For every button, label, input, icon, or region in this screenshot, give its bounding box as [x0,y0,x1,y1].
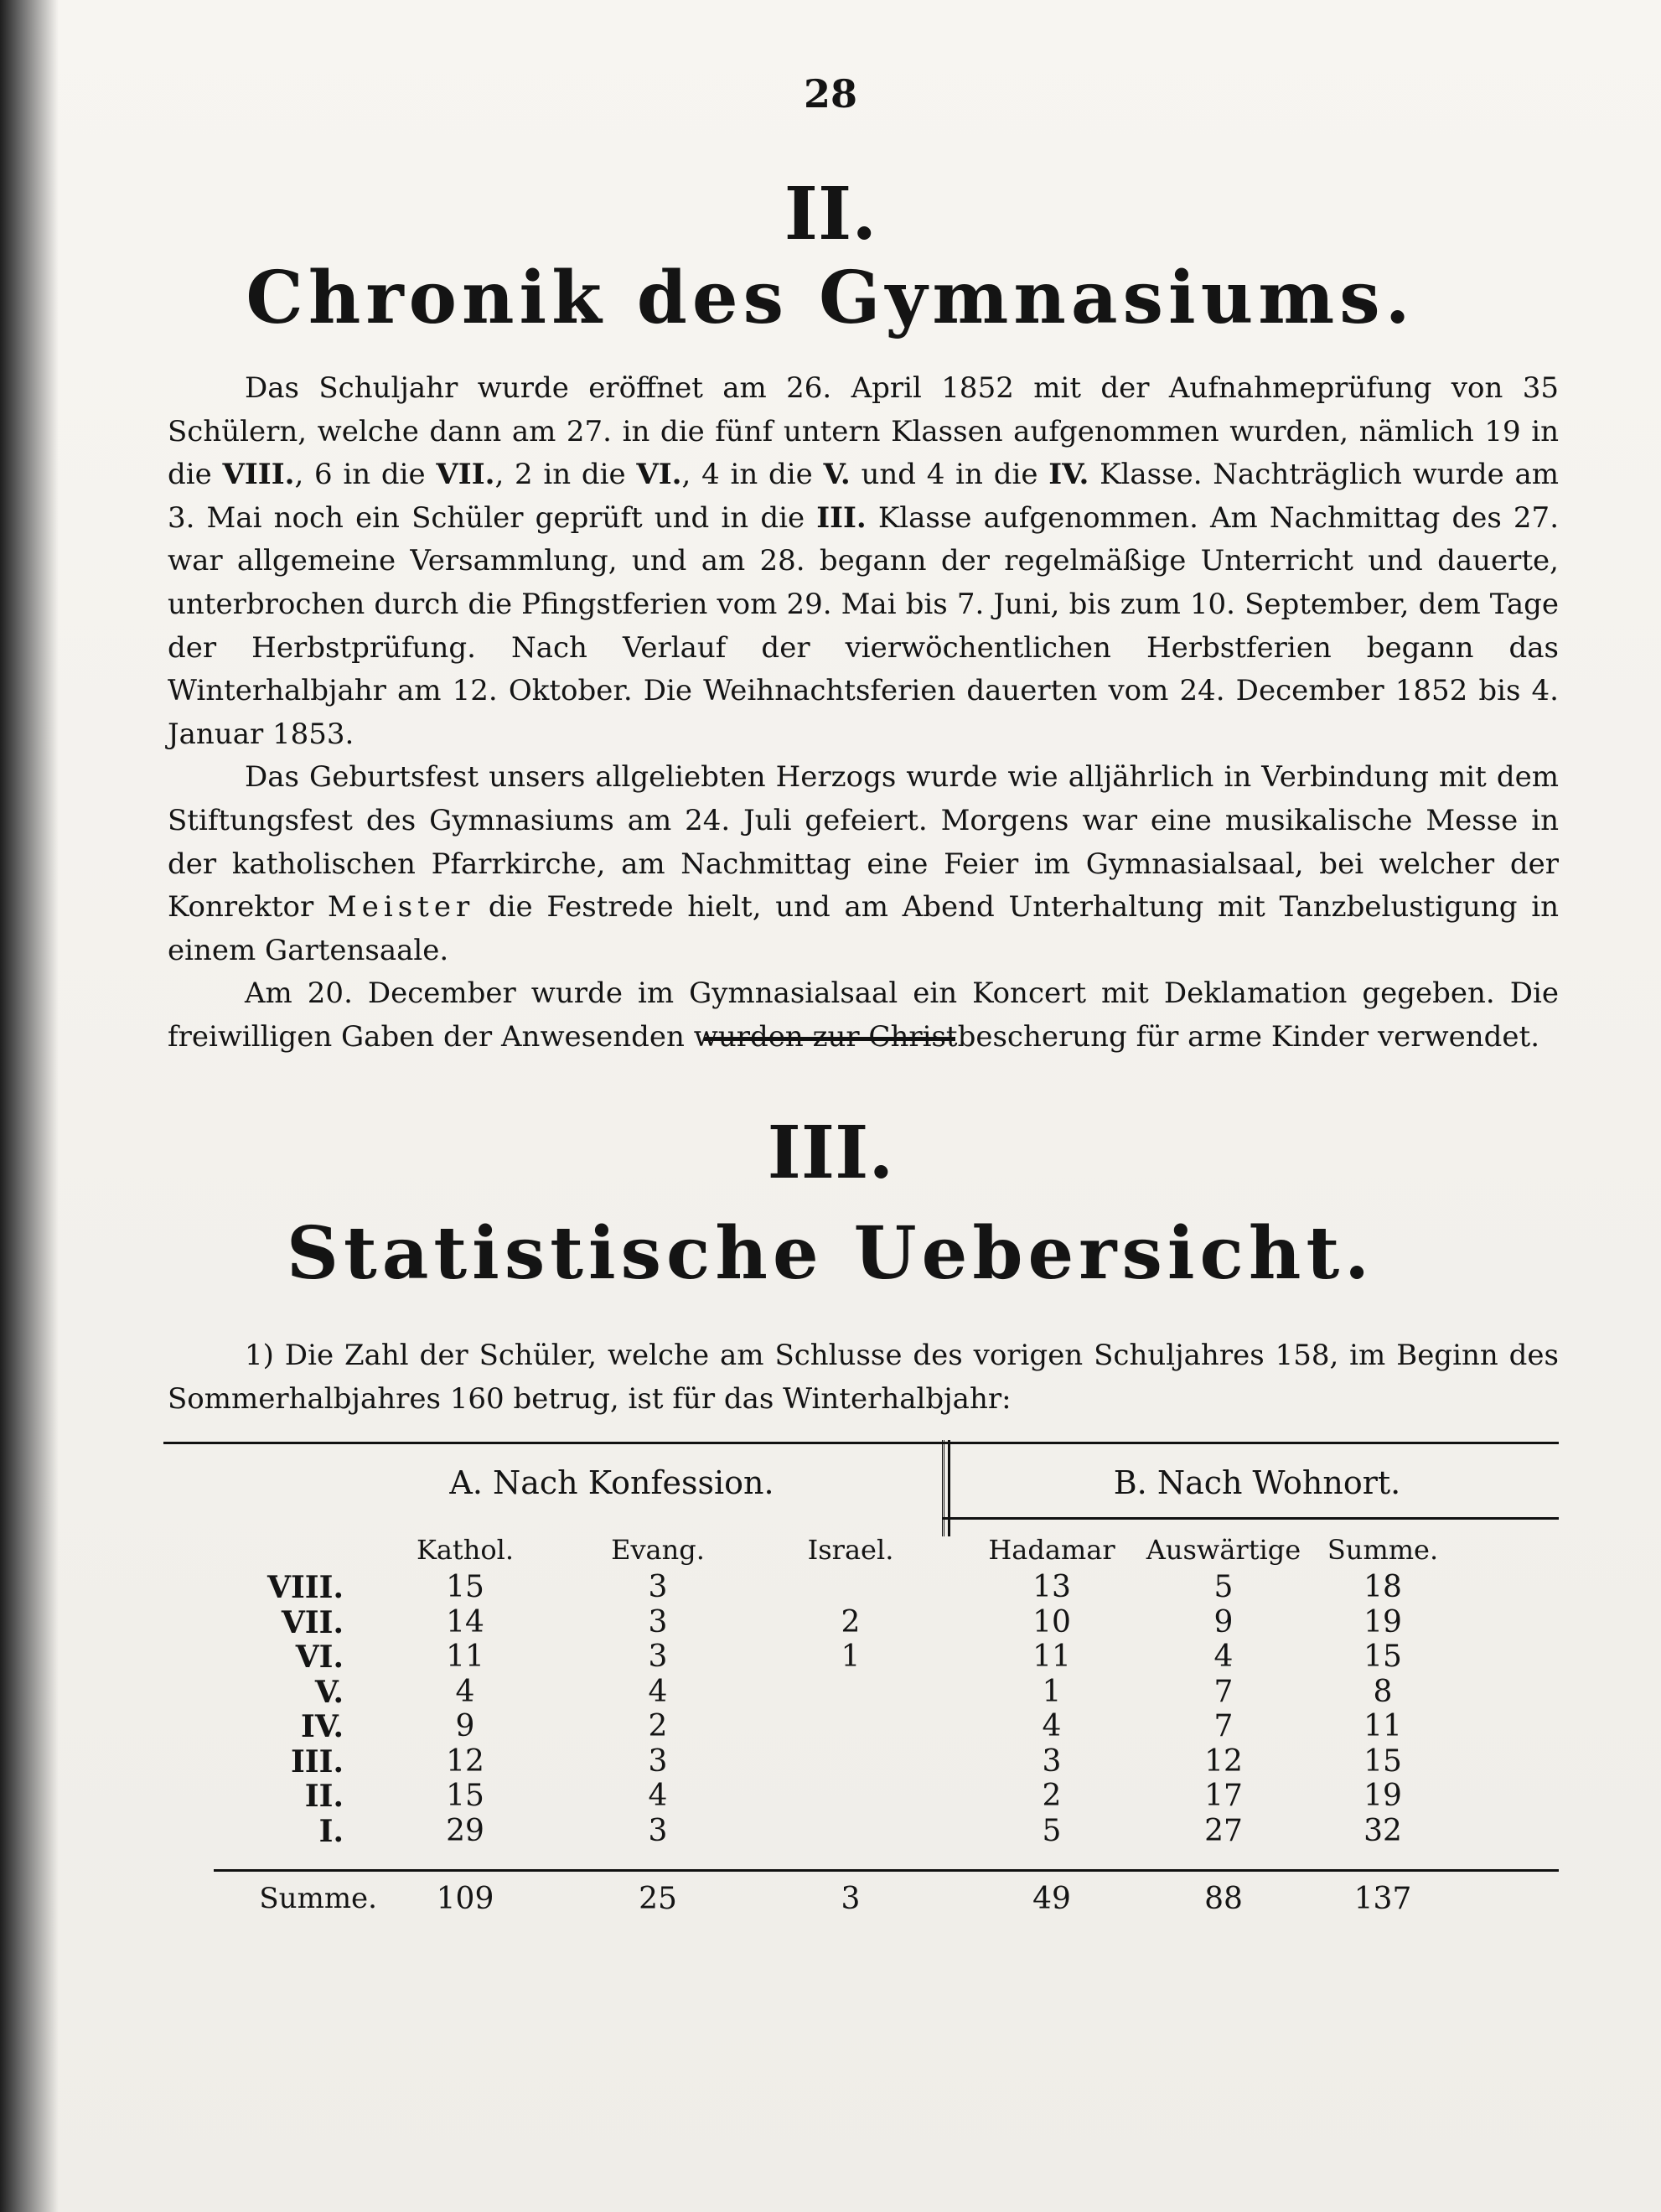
table-cell: 9 [1213,1604,1234,1640]
table-cell: 4 [648,1674,668,1709]
table-cell: 11 [1032,1640,1071,1674]
sum-cell: 88 [1204,1882,1243,1916]
column-header: Hadamar [988,1534,1115,1566]
table-cell: 3 [1042,1743,1062,1779]
table-cell: 7 [1213,1674,1234,1709]
text-run: Das Schuljahr wurde eröffnet am 26. April 1852 mit der Aufnahmeprüfung von 35 Schülern, welche dann am 27. in die fünf untern Klassen aufgenommen wurden, nämlich 19 in die [168,371,1559,492]
column-header: Kathol. [416,1534,515,1566]
table-cell: 12 [446,1743,484,1779]
table-cell: 29 [446,1813,484,1848]
table-cell: 1 [841,1640,861,1674]
text-run: , 2 in die [494,458,637,492]
sum-label: Summe. [259,1882,377,1915]
column-header: Summe. [1327,1534,1439,1566]
section-ii-numeral: II. [784,172,877,256]
bold-class-numeral: VIII. [222,458,295,492]
section-ii-title: Chronik des Gymnasiums. [246,256,1415,340]
sum-cell: 109 [436,1882,494,1916]
table-cell: 15 [1363,1640,1402,1674]
table-cell: 27 [1204,1813,1243,1848]
table-top-rule [163,1442,1559,1444]
class-label: I. [318,1813,344,1849]
table-cell: 4 [1042,1709,1062,1743]
table-cell: 9 [455,1709,475,1743]
table-cell: 4 [1213,1640,1234,1674]
group-b-rule [942,1517,1559,1520]
spaced-name: Meister [327,890,475,925]
sum-cell: 137 [1353,1882,1412,1916]
table-cell: 10 [1032,1604,1071,1640]
class-label: VI. [295,1640,344,1675]
column-header: Evang. [611,1534,705,1566]
table-cell: 2 [648,1709,668,1743]
bold-class-numeral: III. [816,500,867,535]
sum-cell: 3 [841,1882,861,1916]
table-cell: 1 [1042,1674,1062,1709]
section-iii-numeral: III. [767,1111,894,1195]
text-run: Am 20. December wurde im Gymnasialsaal ein Koncert mit Deklamation gegeben. Die freiwilligen Gaben der Anwesenden wurden zur Christbescherung für arme Kinder verwendet. [168,976,1559,1054]
group-b-header: B. Nach Wohnort. [1113,1464,1401,1501]
statistics-intro-text: 1) Die Zahl der Schüler, welche am Schlusse des vorigen Schuljahres 158, im Beginn des Sommerhalbjahres 160 betrug, ist für das Winterhalbjahr: [168,1339,1559,1416]
class-label: II. [304,1779,344,1814]
page-number: 28 [803,71,857,117]
chronik-text [168,367,1559,1059]
text-run: und 4 in die [850,458,1049,492]
class-label: IV. [300,1709,344,1744]
class-label: VII. [281,1604,344,1640]
table-cell: 14 [446,1604,484,1640]
table-cell: 19 [1363,1604,1402,1640]
class-label: V. [314,1674,344,1710]
table-cell: 15 [446,1779,484,1813]
table-cell: 18 [1363,1570,1402,1604]
sum-cell: 25 [639,1882,677,1916]
table-cell: 3 [648,1640,668,1674]
chronik-paragraph [168,367,1559,756]
chronik-paragraph [168,972,1559,1059]
table-cell: 3 [648,1813,668,1848]
table-cell: 12 [1204,1743,1243,1779]
table-cell: 15 [446,1570,484,1604]
table-cell: 3 [648,1570,668,1604]
table-cell: 5 [1042,1813,1062,1848]
sum-cell: 49 [1032,1882,1071,1916]
table-cell: 5 [1213,1570,1234,1604]
bold-class-numeral: IV. [1048,458,1089,492]
class-label: III. [290,1743,344,1779]
text-run: , 6 in die [294,458,437,492]
group-separator [942,1440,950,1536]
text-run: die Festrede hielt, und am Abend Unterhaltung mit Tanzbelustigung in einem Gartensaale. [168,890,1559,967]
bold-class-numeral: VII. [436,458,495,492]
table-cell: 15 [1363,1743,1402,1779]
table-cell: 8 [1373,1674,1393,1709]
table-cell: 13 [1032,1570,1071,1604]
table-cell: 3 [648,1743,668,1779]
table-cell: 11 [446,1640,484,1674]
column-header: Israel. [807,1534,894,1566]
text-run: Klasse aufgenommen. Am Nachmittag des 27. war allgemeine Versammlung, und am 28. begann der regelmäßige Unterricht und dauerte, unterbrochen durch die Pfingstferien vom 29. Mai bis 7. Juni, bis zum 10. September, dem Tage der Herbstprüfung. Nach Verlauf der vierwöchentlichen Herbstferien begann das Winterhalbjahr am 12. Oktober. Die Weihnachtsferien dauerten vom 24. December 1852 bis 4. Januar 1853. [168,500,1559,751]
chronik-paragraph [168,756,1559,972]
table-cell: 3 [648,1604,668,1640]
table-cell: 4 [455,1674,475,1709]
text-run: Das Geburtsfest unsers allgeliebten Herzogs wurde wie alljährlich in Verbindung mit dem Stiftungsfest des Gymnasiums am 24. Juli gefeiert. Morgens war eine musikalische Messe in der katholischen Pfarrkirche, am Nachmittag eine Feier im Gymnasialsaal, bei welcher der Konrektor [168,760,1559,925]
sum-rule [214,1869,1559,1872]
bold-class-numeral: VI. [636,458,682,492]
table-cell: 7 [1213,1709,1234,1743]
class-label: VIII. [267,1570,344,1605]
table-cell: 11 [1363,1709,1402,1743]
statistics-intro [168,1334,1559,1421]
text-run: , 4 in die [681,458,824,492]
table-cell: 19 [1363,1779,1402,1813]
group-a-header: A. Nach Konfession. [449,1464,774,1501]
table-cell: 17 [1204,1779,1243,1813]
section-divider [704,1037,955,1041]
bold-class-numeral: V. [823,458,851,492]
table-cell: 2 [841,1604,861,1640]
section-iii-title: Statistische Uebersicht. [286,1211,1375,1296]
text-run: Klasse. Nachträglich wurde am 3. Mai noch ein Schüler geprüft und in die [168,458,1559,535]
table-cell: 4 [648,1779,668,1813]
table-cell: 2 [1042,1779,1062,1813]
table-cell: 32 [1363,1813,1402,1848]
column-header: Auswärtige [1146,1534,1301,1566]
